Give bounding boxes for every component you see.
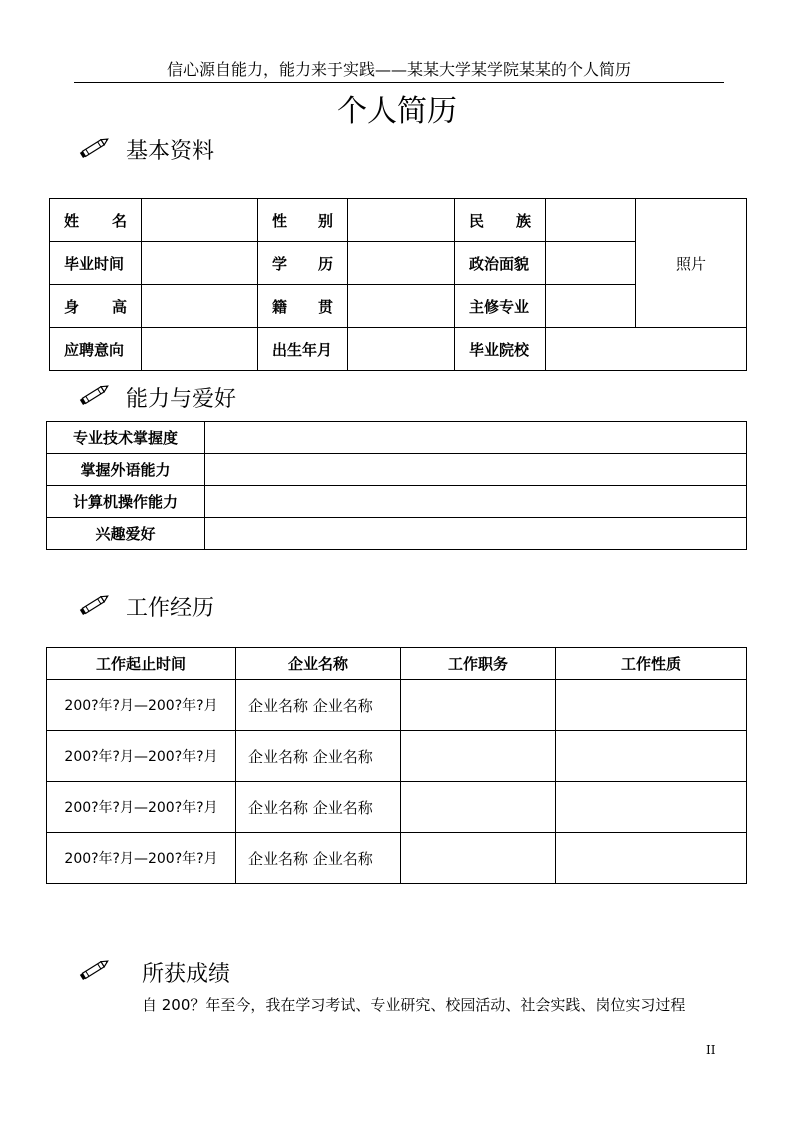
work-company[interactable]: 企业名称 企业名称 (236, 833, 401, 884)
pencil-icon (78, 134, 112, 160)
ability-table (46, 421, 747, 550)
basic-info-table (49, 198, 747, 371)
document-title: 个人简历 (337, 94, 457, 129)
work-position[interactable] (401, 782, 556, 833)
running-header: 信心源自能力，能力来于实践——某某大学某学院某某的个人简历 (166, 60, 631, 79)
work-company[interactable]: 企业名称 企业名称 (236, 782, 401, 833)
major-label: 主修专业 (455, 285, 546, 328)
work-table (46, 647, 747, 884)
work-nature[interactable] (556, 833, 747, 884)
work-nature[interactable] (556, 731, 747, 782)
work-header-position: 工作职务 (401, 648, 556, 680)
work-company[interactable]: 企业名称 企业名称 (236, 680, 401, 731)
birth-field[interactable] (348, 328, 455, 371)
grad-time-field[interactable] (142, 242, 258, 285)
work-company[interactable]: 企业名称 企业名称 (236, 731, 401, 782)
ability-field-hobby[interactable] (205, 518, 747, 550)
political-field[interactable] (546, 242, 636, 285)
work-header-nature: 工作性质 (556, 648, 747, 680)
name-label: 姓 名 (50, 199, 142, 242)
political-label: 政治面貌 (455, 242, 546, 285)
work-position[interactable] (401, 680, 556, 731)
major-field[interactable] (546, 285, 636, 328)
ethnicity-label: 民 族 (455, 199, 546, 242)
work-position[interactable] (401, 833, 556, 884)
hometown-field[interactable] (348, 285, 455, 328)
education-label: 学 历 (258, 242, 348, 285)
school-field[interactable] (546, 328, 747, 371)
ability-label-language: 掌握外语能力 (47, 454, 205, 486)
photo-cell[interactable]: 照片 (636, 199, 747, 328)
pencil-icon (78, 591, 112, 617)
position-label: 应聘意向 (50, 328, 142, 371)
work-period[interactable]: 200?年?月—200?年?月 (47, 731, 236, 782)
section-title-achievement: 所获成绩 (142, 962, 231, 987)
work-nature[interactable] (556, 782, 747, 833)
achievement-paragraph: 自 200？年至今，我在学习考试、专业研究、校园活动、社会实践、岗位实习过程 (142, 996, 686, 1014)
school-label: 毕业院校 (455, 328, 546, 371)
section-title-basic: 基本资料 (126, 139, 215, 164)
table-row (47, 731, 747, 782)
work-period[interactable]: 200?年?月—200?年?月 (47, 833, 236, 884)
section-title-work: 工作经历 (126, 596, 215, 621)
position-field[interactable] (142, 328, 258, 371)
ability-field-computer[interactable] (205, 486, 747, 518)
height-label: 身 高 (50, 285, 142, 328)
pencil-icon (78, 381, 112, 407)
height-field[interactable] (142, 285, 258, 328)
ability-label-computer: 计算机操作能力 (47, 486, 205, 518)
ethnicity-field[interactable] (546, 199, 636, 242)
grad-time-label: 毕业时间 (50, 242, 142, 285)
name-field[interactable] (142, 199, 258, 242)
birth-label: 出生年月 (258, 328, 348, 371)
page-number: II (706, 1043, 716, 1057)
section-title-ability: 能力与爱好 (126, 387, 237, 412)
pencil-icon (78, 956, 112, 982)
ability-field-tech[interactable] (205, 422, 747, 454)
work-period[interactable]: 200?年?月—200?年?月 (47, 782, 236, 833)
table-row (47, 680, 747, 731)
gender-label: 性 别 (258, 199, 348, 242)
work-header-period: 工作起止时间 (47, 648, 236, 680)
work-nature[interactable] (556, 680, 747, 731)
gender-field[interactable] (348, 199, 455, 242)
ability-label-tech: 专业技术掌握度 (47, 422, 205, 454)
work-position[interactable] (401, 731, 556, 782)
work-header-company: 企业名称 (236, 648, 401, 680)
ability-label-hobby: 兴趣爱好 (47, 518, 205, 550)
work-period[interactable]: 200?年?月—200?年?月 (47, 680, 236, 731)
table-row (47, 782, 747, 833)
table-row (47, 833, 747, 884)
hometown-label: 籍 贯 (258, 285, 348, 328)
ability-field-language[interactable] (205, 454, 747, 486)
education-field[interactable] (348, 242, 455, 285)
header-rule (74, 82, 724, 83)
